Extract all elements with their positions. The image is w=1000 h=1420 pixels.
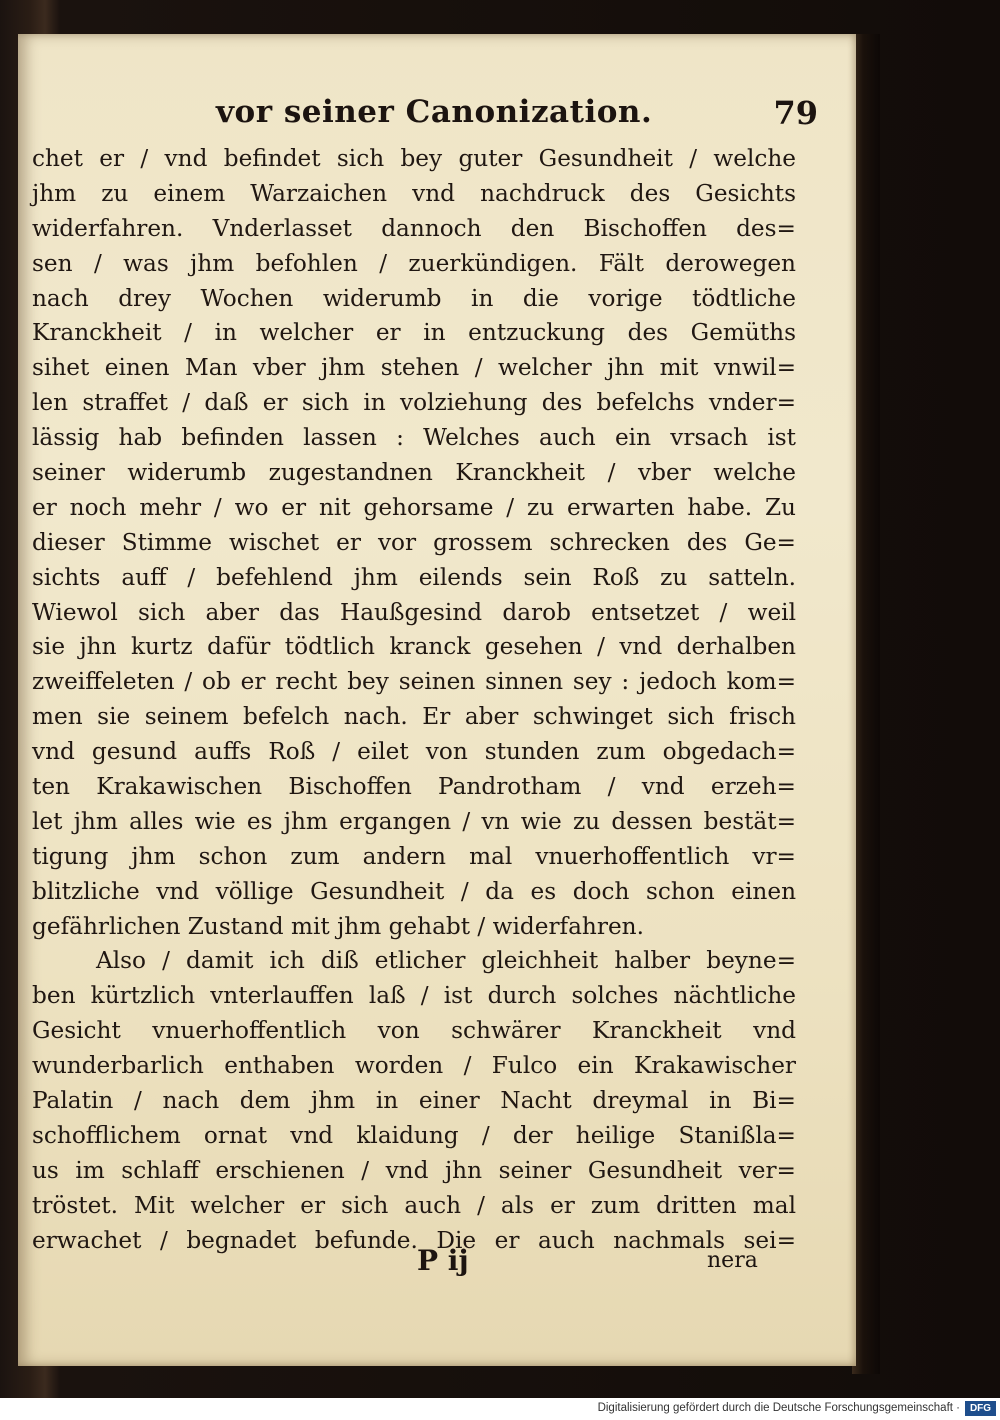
- text-line: us im schlaff erschienen / vnd jhn seiner Gesundheit ver=: [32, 1156, 796, 1184]
- text-line: dieser Stimme wischet er vor grossem schrecken des Ge=: [32, 528, 796, 556]
- text-line: seiner widerumb zugestandnen Kranckheit / vber welche: [32, 459, 796, 487]
- book-gutter-edge: [852, 34, 880, 1374]
- text-line: sie jhn kurtz dafür tödtlich kranck gesehen / vnd derhalben: [32, 633, 796, 661]
- text-line: lässig hab befinden lassen : Welches auch ein vrsach ist: [32, 424, 796, 452]
- text-line: Palatin / nach dem jhm in einer Nacht dreymal in Bi=: [32, 1087, 796, 1115]
- page-header: [198, 94, 818, 142]
- text-line: ben kürtzlich vnterlauffen laß / ist durch solches nächtliche: [32, 982, 796, 1010]
- text-line: tröstet. Mit welcher er sich auch / als er zum dritten mal: [32, 1191, 796, 1219]
- body-text: [32, 142, 796, 1259]
- text-line: blitzliche vnd völlige Gesundheit / da es doch schon einen: [32, 877, 796, 905]
- text-line: Kranckheit / in welcher er in entzuckung des Gemüths: [32, 319, 796, 347]
- text-line: erwachet / begnadet befunde. Die er auch nachmals sei=: [32, 1226, 796, 1254]
- footer-bar: [0, 1398, 1000, 1420]
- text-line: men sie seinem befelch nach. Er aber schwinget sich frisch: [32, 703, 796, 731]
- page-number: 79: [773, 94, 818, 132]
- text-line: gefährlichen Zustand mit jhm gehabt / widerfahren.: [32, 912, 644, 940]
- signature-mark: P ij: [417, 1244, 469, 1277]
- text-line: chet er / vnd befindet sich bey guter Gesundheit / welche: [32, 145, 796, 172]
- text-line: sichts auff / befehlend jhm eilends sein Roß zu satteln.: [32, 563, 796, 591]
- text-line: Also / damit ich diß etlicher gleichheit halber beyne=: [96, 947, 796, 975]
- text-line: nach drey Wochen widerumb in die vorige tödtliche: [32, 284, 796, 312]
- text-line: jhm zu einem Warzaichen vnd nachdruck des Gesichts: [32, 179, 796, 207]
- text-line: sen / was jhm befohlen / zuerkündigen. Fält derowegen: [32, 249, 796, 277]
- text-line: vnd gesund auffs Roß / eilet von stunden zum obgedach=: [32, 738, 796, 766]
- text-line: len straffet / daß er sich in volziehung des befelchs vnder=: [32, 389, 796, 417]
- running-title: vor seiner Canonization.: [216, 94, 653, 130]
- text-line: ten Krakawischen Bischoffen Pandrotham / vnd erzeh=: [32, 773, 796, 801]
- text-line: zweiffeleten / ob er recht bey seinen sinnen sey : jedoch kom=: [32, 668, 796, 696]
- text-line: Gesicht vnuerhoffentlich von schwärer Kranckheit vnd: [32, 1017, 796, 1045]
- text-line: let jhm alles wie es jhm ergangen / vn wie zu dessen bestät=: [32, 807, 796, 835]
- funding-notice: Digitalisierung gefördert durch die Deutsche Forschungsgemeinschaft ·: [597, 1402, 960, 1414]
- text-line: tigung jhm schon zum andern mal vnuerhoffentlich vr=: [32, 842, 796, 870]
- text-line: schofflichem ornat vnd klaidung / der heilige Stanißla=: [32, 1121, 796, 1149]
- text-line: wunderbarlich enthaben worden / Fulco ein Krakawischer: [32, 1052, 796, 1080]
- catchword: nera: [707, 1248, 758, 1273]
- text-line: Wiewol sich aber das Haußgesind darob entsetzet / weil: [32, 598, 796, 626]
- text-line: sihet einen Man vber jhm stehen / welcher jhn mit vnwil=: [32, 354, 796, 382]
- dfg-logo: DFG: [965, 1401, 996, 1416]
- text-line: widerfahren. Vnderlasset dannoch den Bischoffen des=: [32, 214, 796, 242]
- text-line: er noch mehr / wo er nit gehorsame / zu erwarten habe. Zu: [32, 493, 796, 521]
